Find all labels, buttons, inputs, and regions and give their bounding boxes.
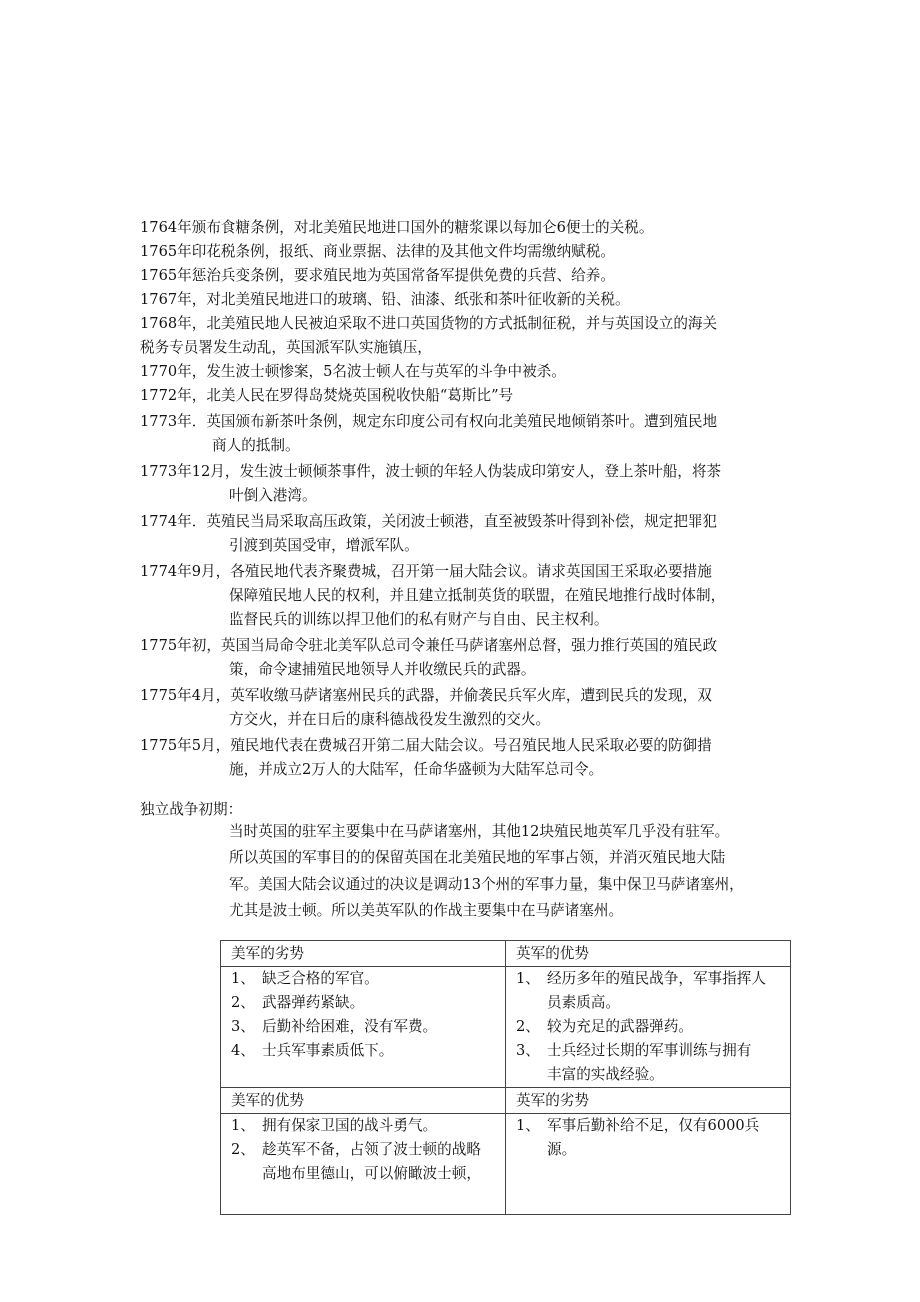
list-text: 缺乏合格的军官。 — [262, 970, 379, 987]
timeline-entry — [140, 460, 800, 508]
list-item — [516, 1015, 782, 1039]
list-item — [231, 967, 497, 991]
timeline-line: 1773年．英国颁布新茶叶条例，规定东印度公司有权向北美殖民地倾销茶叶。遭到殖民地 — [140, 413, 718, 430]
list-number: 1、 — [231, 970, 255, 987]
timeline-entry — [140, 560, 800, 632]
timeline-line: 叶倒入港湾。 — [229, 487, 317, 504]
list-item — [231, 1015, 497, 1039]
list-text: 士兵军事素质低下。 — [262, 1042, 394, 1059]
table-cell — [221, 967, 506, 1088]
timeline-line: 施，并成立2万人的大陆军，任命华盛顿为大陆军总司令。 — [229, 761, 604, 778]
table-header-cell: 美军的劣势 — [221, 941, 506, 967]
list-number: 2、 — [231, 994, 255, 1011]
timeline-line: 1775年4月，英军收缴马萨诸塞州民兵的武器，并偷袭民兵军火库，遭到民兵的发现，双 — [140, 687, 712, 704]
list-number: 2、 — [516, 1018, 540, 1035]
table-cell — [221, 1114, 506, 1215]
table-cell — [506, 1114, 791, 1215]
paragraph-line: 尤其是波士顿。所以美英军队的作战主要集中在马萨诸塞州。 — [229, 901, 624, 919]
timeline-line: 1775年5月，殖民地代表在费城召开第二届大陆会议。号召殖民地人民采取必要的防御措 — [140, 737, 712, 754]
table-row — [221, 1114, 791, 1215]
list-text: 士兵经过长期的军事训练与拥有 丰富的实战经验。 — [547, 1042, 752, 1083]
list-item — [516, 1039, 782, 1087]
list-text: 趁英军不备，占领了波士顿的战略 高地布里德山，可以俯瞰波士顿， — [262, 1141, 481, 1182]
list-number: 1、 — [516, 1117, 540, 1134]
timeline-line: 1774年．英殖民当局采取高压政策，关闭波士顿港，直至被毁茶叶得到补偿，规定把罪犯 — [140, 513, 718, 530]
timeline-line: 1770年，发生波士顿惨案，5名波士顿人在与英军的斗争中被杀。 — [140, 363, 566, 380]
timeline-line: 1773年12月，发生波士顿倾茶事件，波士顿的年轻人伪装成印第安人，登上茶叶船，将茶 — [140, 463, 722, 480]
list-item — [231, 1114, 497, 1138]
table-cell — [506, 967, 791, 1088]
list-item — [231, 1039, 497, 1063]
list-text: 经历多年的殖民战争，军事指挥人 员素质高。 — [547, 970, 766, 1011]
list-number: 3、 — [231, 1018, 255, 1035]
section-paragraph — [229, 819, 799, 924]
timeline-line: 商人的抵制。 — [212, 437, 300, 454]
timeline-entry — [140, 288, 800, 312]
table-header-row — [221, 941, 791, 967]
timeline-line: 1768年，北美殖民地人民被迫采取不进口英国货物的方式抵制征税，并与英国设立的海关 — [140, 315, 718, 332]
timeline-entry — [140, 240, 800, 264]
paragraph-line: 所以英国的军事目的的保留英国在北美殖民地的军事占领，并消灭殖民地大陆 — [229, 849, 726, 867]
list-text: 拥有保家卫国的战斗勇气。 — [262, 1117, 438, 1134]
list-number: 3、 — [516, 1042, 540, 1059]
table-header-cell: 英军的优势 — [506, 941, 791, 967]
timeline-line: 1775年初，英国当局命令驻北美军队总司令兼任马萨诸塞州总督，强力推行英国的殖民政 — [140, 637, 718, 654]
list-item — [231, 991, 497, 1015]
table-header-row — [221, 1088, 791, 1114]
timeline-list — [140, 216, 800, 782]
section-title: 独立战争初期： — [140, 801, 243, 818]
list-text: 后勤补给困难，没有军费。 — [262, 1018, 438, 1035]
timeline-entry — [140, 264, 800, 288]
list-number: 1、 — [231, 1117, 255, 1134]
timeline-line: 税务专员署发生动乱，英国派军队实施镇压， — [140, 339, 432, 356]
timeline-line: 1765年惩治兵变条例，要求殖民地为英国常备军提供免费的兵营、给养。 — [140, 267, 615, 284]
timeline-entry — [140, 216, 800, 240]
list-item — [231, 1138, 497, 1186]
list-text: 军事后勤补给不足，仅有6000兵 源。 — [547, 1117, 760, 1158]
timeline-entry — [140, 634, 800, 682]
table-header-cell: 美军的优势 — [221, 1088, 506, 1114]
timeline-line: 1774年9月，各殖民地代表齐聚费城，召开第一届大陆会议。请求英国国王采取必要措施 — [140, 563, 712, 580]
comparison-table — [220, 940, 791, 1215]
list-item — [516, 1114, 782, 1162]
list-number: 4、 — [231, 1042, 255, 1059]
timeline-entry — [140, 360, 800, 384]
list-number: 2、 — [231, 1141, 255, 1158]
timeline-entry — [140, 410, 800, 458]
list-item — [516, 967, 782, 1015]
table-row — [221, 967, 791, 1088]
timeline-line: 方交火，并在日后的康科德战役发生激烈的交火。 — [229, 711, 551, 728]
timeline-entry — [140, 384, 800, 408]
timeline-line: 1764年颁布食糖条例，对北美殖民地进口国外的糖浆课以每加仑6便士的关税。 — [140, 219, 654, 236]
table-header-cell: 英军的劣势 — [506, 1088, 791, 1114]
timeline-line: 1767年，对北美殖民地进口的玻璃、铅、油漆、纸张和茶叶征收新的关税。 — [140, 291, 630, 308]
timeline-entry — [140, 510, 800, 558]
timeline-entry — [140, 684, 800, 732]
list-text: 武器弹药紧缺。 — [262, 994, 365, 1011]
timeline-line: 1772年，北美人民在罗得岛焚烧英国税收快船“葛斯比”号 — [140, 387, 514, 404]
list-text: 较为充足的武器弹药。 — [547, 1018, 693, 1035]
timeline-line: 引渡到英国受审，增派军队。 — [229, 537, 419, 554]
paragraph-line: 军。美国大陆会议通过的决议是调动13个州的军事力量，集中保卫马萨诸塞州， — [229, 875, 744, 893]
timeline-line: 保障殖民地人民的权利，并且建立抵制英货的联盟，在殖民地推行战时体制， — [229, 587, 726, 604]
timeline-entry — [140, 734, 800, 782]
paragraph-line: 当时英国的驻军主要集中在马萨诸塞州，其他12块殖民地英军几乎没有驻军。 — [229, 823, 730, 840]
timeline-line: 策，命令逮捕殖民地领导人并收缴民兵的武器。 — [229, 661, 536, 678]
timeline-entry — [140, 312, 800, 360]
timeline-line: 1765年印花税条例，报纸、商业票据、法律的及其他文件均需缴纳赋税。 — [140, 243, 615, 260]
list-number: 1、 — [516, 970, 540, 987]
timeline-line: 监督民兵的训练以捍卫他们的私有财产与自由、民主权利。 — [229, 611, 609, 628]
